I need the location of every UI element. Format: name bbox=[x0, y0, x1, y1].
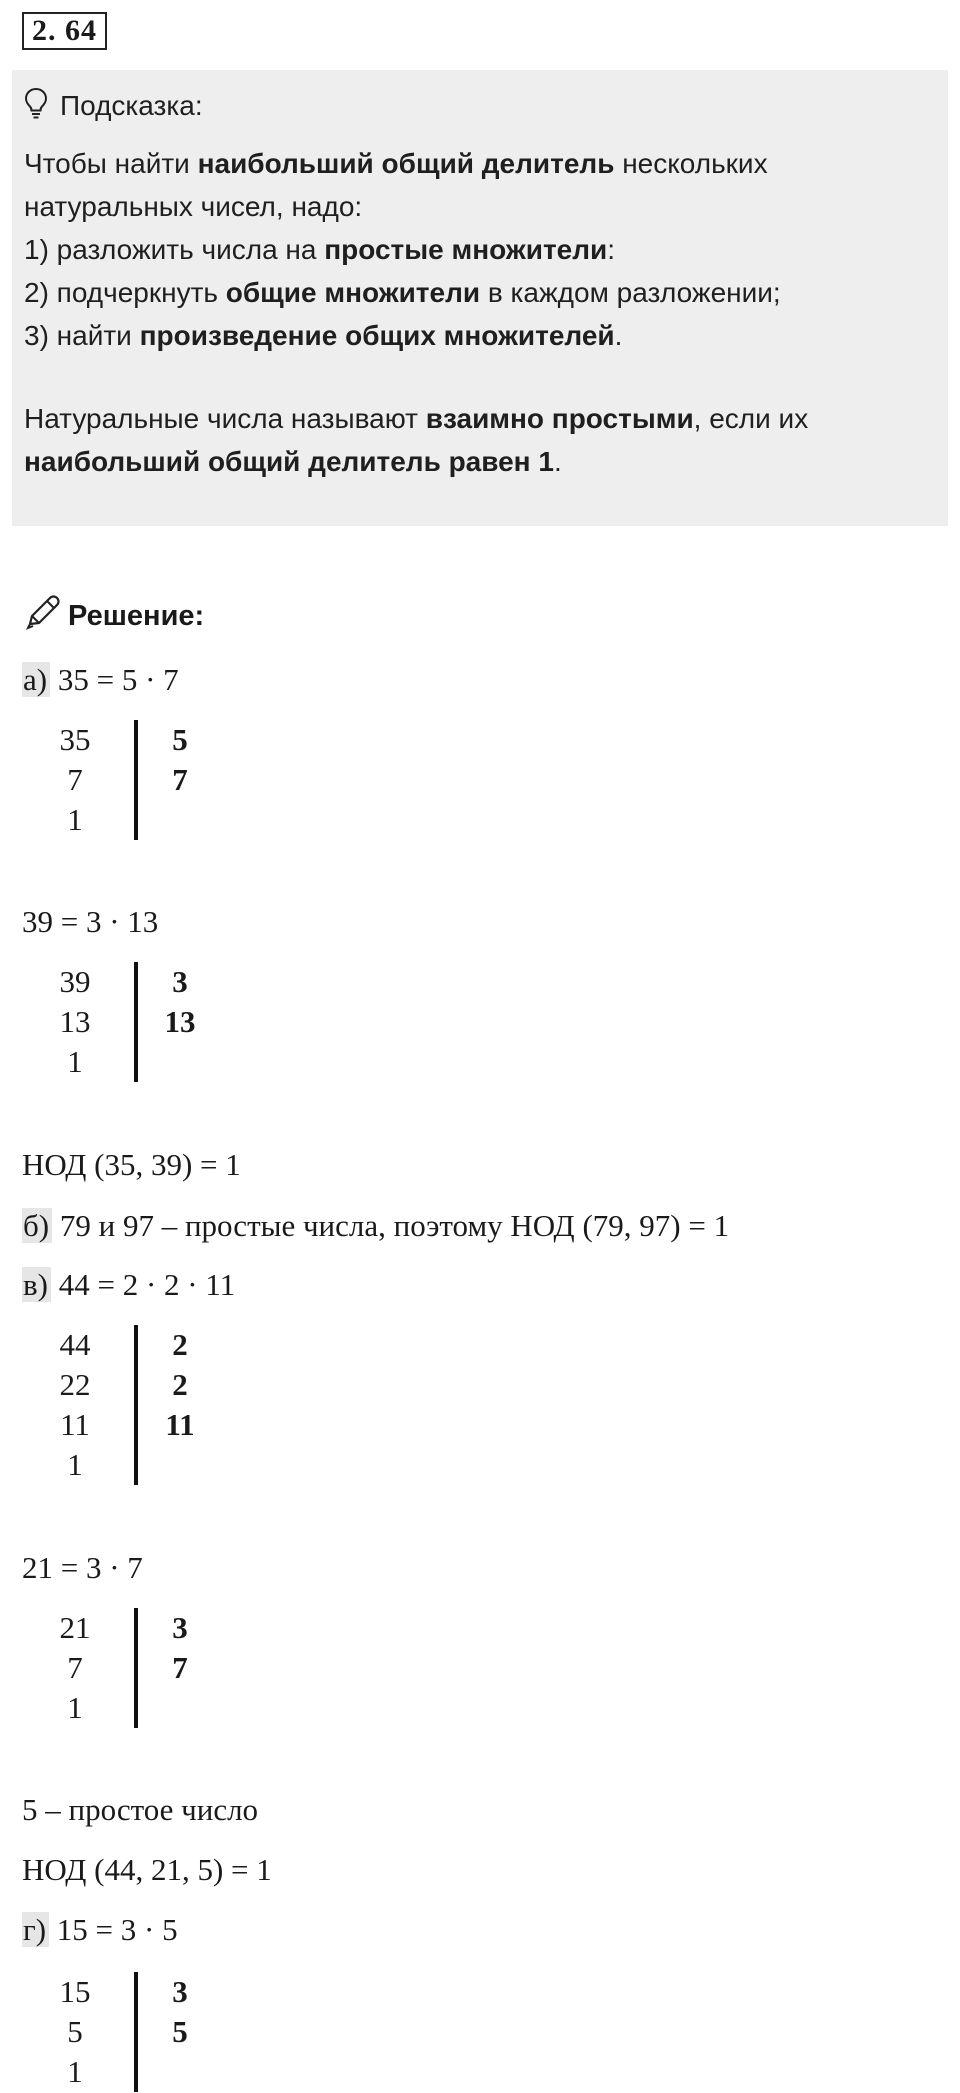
part-g-text: 15 = 3 · 5 bbox=[49, 1912, 178, 1947]
hint-line bbox=[24, 440, 936, 483]
dividend: 11 bbox=[60, 1407, 90, 1442]
prime-factor: 3 bbox=[172, 1610, 188, 1645]
factor-row bbox=[30, 962, 230, 1002]
hint-text-segment: Чтобы найти bbox=[24, 148, 198, 179]
hint-title: Подсказка: bbox=[60, 90, 203, 121]
part-a-text: 35 = 5 · 7 bbox=[50, 662, 179, 697]
factor-row bbox=[30, 1445, 230, 1485]
part-b-text: 79 и 97 – простые числа, поэтому НОД (79, 97) = 1 bbox=[52, 1208, 730, 1243]
hint-bold-text: общие множители bbox=[225, 277, 481, 308]
hint-bold-text: взаимно простыми bbox=[425, 403, 694, 434]
part-v-text: 44 = 2 · 2 · 11 bbox=[50, 1267, 236, 1302]
factor-row bbox=[30, 2012, 230, 2052]
factor-table-39 bbox=[30, 962, 230, 1082]
line-39: 39 = 3 · 13 bbox=[22, 904, 159, 939]
part-b-line bbox=[22, 1206, 729, 1246]
dividend: 1 bbox=[67, 802, 83, 837]
solution-header bbox=[22, 592, 204, 640]
hint-line bbox=[24, 314, 936, 357]
dividend: 1 bbox=[67, 2054, 83, 2089]
part-a-label: а) bbox=[22, 662, 50, 697]
hint-text-segment: нескольких bbox=[614, 148, 768, 179]
hint-bold-text: произведение общих множителей bbox=[139, 320, 615, 351]
prime-factor: 3 bbox=[172, 964, 188, 999]
dividend: 1 bbox=[67, 1447, 83, 1482]
factor-row bbox=[30, 1365, 230, 1405]
hint-text-segment: 1) разложить числа на bbox=[24, 234, 325, 265]
dividend: 5 bbox=[67, 2014, 83, 2049]
hint-text-segment: : bbox=[607, 234, 616, 265]
factor-row bbox=[30, 1042, 230, 1082]
prime-factor: 11 bbox=[165, 1407, 195, 1442]
hint-text-segment: натуральных чисел, надо: bbox=[24, 191, 363, 222]
prime-factor: 3 bbox=[172, 1974, 188, 2009]
prime-5: 5 – простое число bbox=[22, 1792, 259, 1827]
hint-text-segment: . bbox=[553, 446, 562, 477]
part-v-label: в) bbox=[22, 1267, 51, 1302]
solution-title: Решение: bbox=[68, 599, 205, 632]
dividend: 7 bbox=[67, 1650, 83, 1685]
hint-line bbox=[24, 142, 936, 185]
dividend: 13 bbox=[59, 1004, 91, 1039]
pencil-icon bbox=[22, 592, 68, 640]
part-g-line bbox=[22, 1910, 178, 1950]
hint-text-segment: 3) найти bbox=[24, 320, 140, 351]
nod-a: НОД (35, 39) = 1 bbox=[22, 1147, 241, 1182]
dividend: 15 bbox=[59, 1974, 91, 2009]
hint-text-segment: Натуральные числа называют bbox=[24, 403, 426, 434]
hint-bold-text: наибольший общий делитель bbox=[197, 148, 615, 179]
factor-row bbox=[30, 1608, 230, 1648]
factor-table-15 bbox=[30, 1972, 230, 2092]
hint-text-segment: 2) подчеркнуть bbox=[24, 277, 226, 308]
dividend: 7 bbox=[67, 762, 83, 797]
dividend: 1 bbox=[67, 1690, 83, 1725]
factor-table-44 bbox=[30, 1325, 230, 1485]
factor-table-21 bbox=[30, 1608, 230, 1728]
hint-line bbox=[24, 271, 936, 314]
hint-text-segment: в каждом разложении; bbox=[480, 277, 781, 308]
hint-box bbox=[12, 70, 948, 526]
prime-factor: 7 bbox=[172, 1650, 188, 1685]
factor-row bbox=[30, 1648, 230, 1688]
hint-text-segment: . bbox=[614, 320, 623, 351]
dividend: 1 bbox=[67, 1044, 83, 1079]
hint-bold-text: простые множители bbox=[324, 234, 608, 265]
lightbulb-icon bbox=[24, 87, 60, 126]
part-v-line bbox=[22, 1265, 235, 1305]
part-a-line bbox=[22, 660, 179, 700]
hint-line bbox=[24, 397, 936, 440]
prime-factor: 5 bbox=[172, 2014, 188, 2049]
dividend: 21 bbox=[59, 1610, 91, 1645]
dividend: 35 bbox=[59, 722, 91, 757]
hint-header bbox=[24, 78, 936, 134]
hint-line bbox=[24, 185, 936, 228]
hint-bold-text: наибольший общий делитель равен 1 bbox=[24, 446, 554, 477]
prime-factor: 7 bbox=[172, 762, 188, 797]
prime-factor: 5 bbox=[172, 722, 188, 757]
factor-row bbox=[30, 1688, 230, 1728]
dividend: 39 bbox=[59, 964, 91, 999]
line-21: 21 = 3 · 7 bbox=[22, 1550, 143, 1585]
dividend: 22 bbox=[59, 1367, 91, 1402]
hint-gap bbox=[24, 357, 936, 397]
factor-row bbox=[30, 1972, 230, 2012]
hint-text-segment: , если их bbox=[693, 403, 809, 434]
factor-row bbox=[30, 2052, 230, 2092]
factor-row bbox=[30, 1325, 230, 1365]
problem-number: 2. 64 bbox=[22, 12, 107, 50]
factor-table-35 bbox=[30, 720, 230, 840]
prime-factor: 2 bbox=[172, 1367, 188, 1402]
factor-row bbox=[30, 1002, 230, 1042]
factor-row bbox=[30, 720, 230, 760]
factor-row bbox=[30, 760, 230, 800]
prime-factor: 2 bbox=[172, 1327, 188, 1362]
dividend: 44 bbox=[59, 1327, 91, 1362]
factor-row bbox=[30, 800, 230, 840]
part-b-label: б) bbox=[22, 1208, 52, 1243]
hint-line bbox=[24, 228, 936, 271]
factor-row bbox=[30, 1405, 230, 1445]
prime-factor: 13 bbox=[164, 1004, 196, 1039]
part-g-label: г) bbox=[22, 1912, 49, 1947]
hint-text bbox=[24, 142, 936, 483]
nod-v: НОД (44, 21, 5) = 1 bbox=[22, 1852, 272, 1887]
